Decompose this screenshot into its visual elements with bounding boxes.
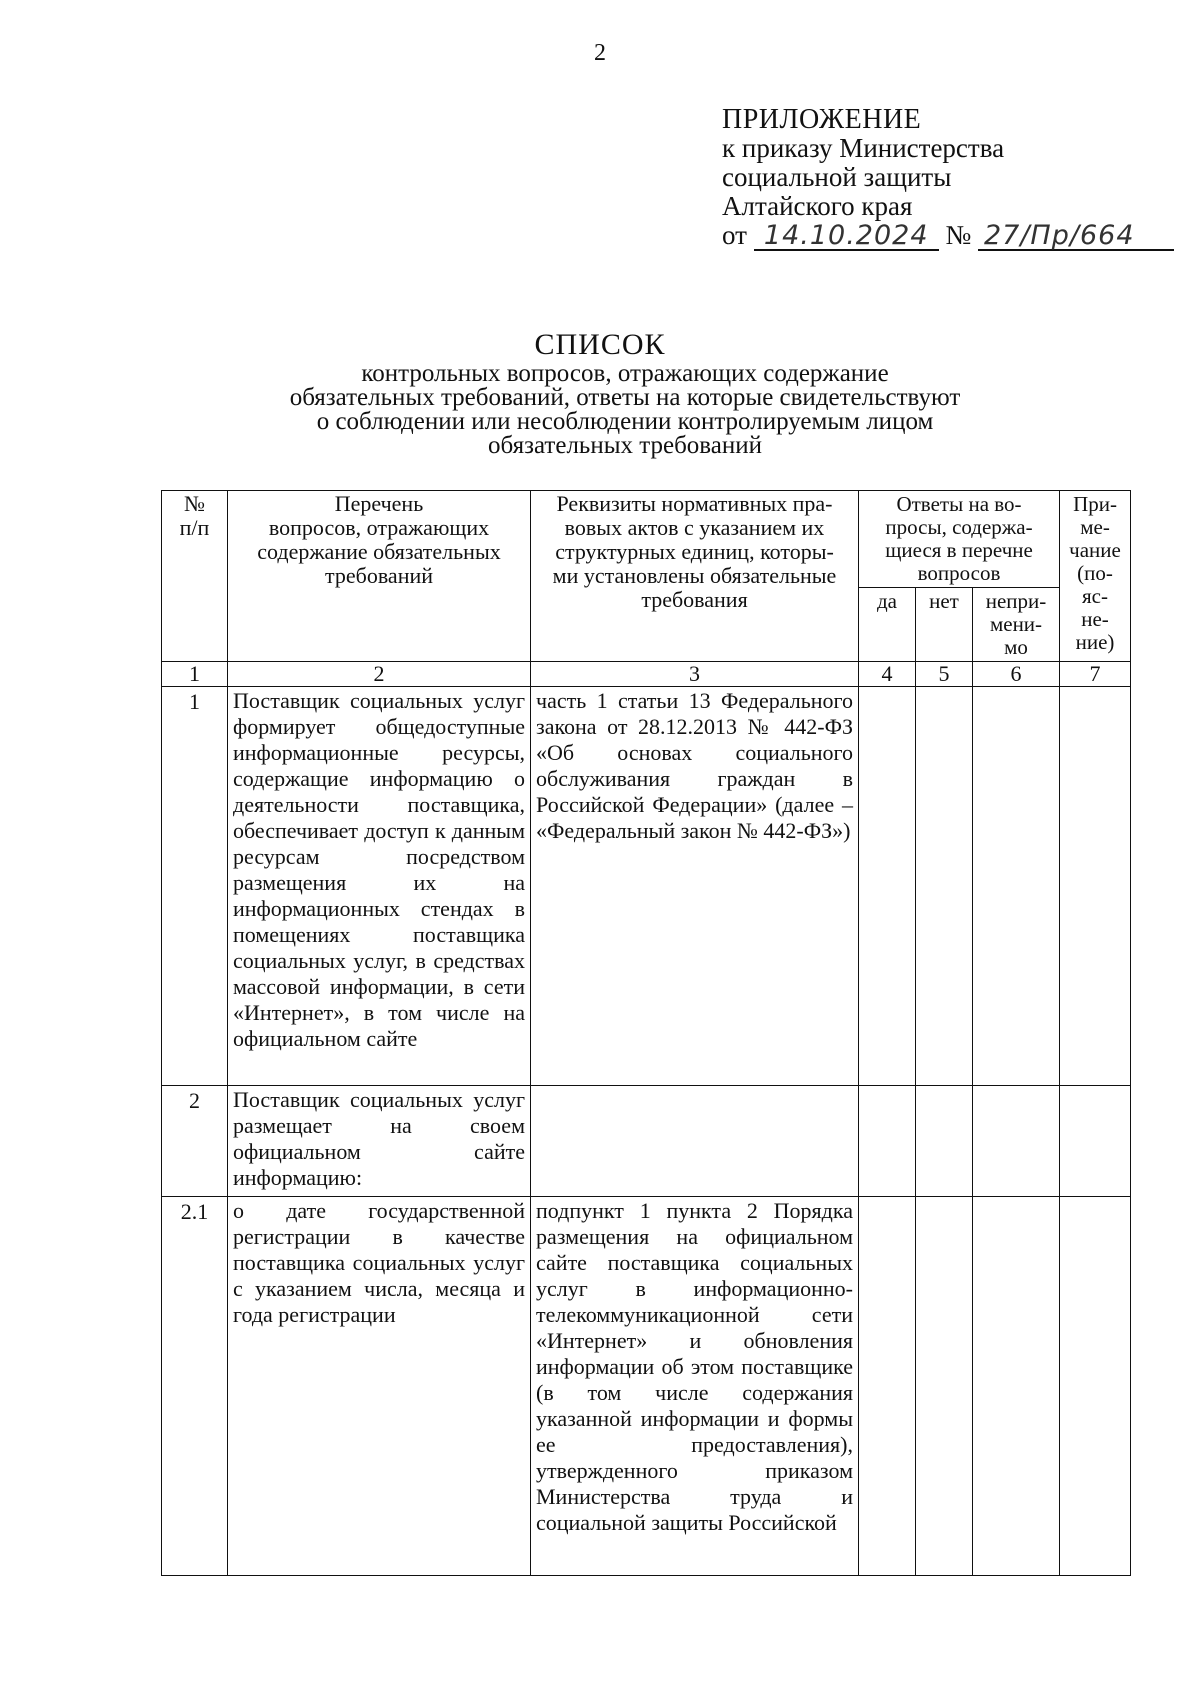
row-requisites (531, 1086, 859, 1197)
document-heading (0, 328, 1200, 458)
page-number: 2 (594, 40, 606, 66)
column-number-7: 7 (1060, 662, 1131, 687)
heading-line-3: о соблюдении или несоблюдении контролируемым лицом (316, 408, 934, 435)
header-answer-not-applicable: непри- мени- мо (973, 588, 1060, 662)
heading-line-2: обязательных требований, ответы на которые свидетельствуют (289, 384, 961, 411)
appendix-title: ПРИЛОЖЕНИЕ (722, 104, 922, 135)
column-number-1: 1 (162, 662, 228, 687)
row-number: 1 (162, 687, 228, 1086)
table-row (162, 1086, 1131, 1197)
answer-not-applicable-cell (973, 1086, 1060, 1197)
answer-not-applicable-cell (973, 687, 1060, 1086)
header-answer-yes: да (859, 588, 916, 662)
header-number: № п/п (162, 491, 228, 662)
column-number-2: 2 (228, 662, 531, 687)
order-number: 27/Пр/664 (978, 223, 1174, 251)
column-number-3: 3 (531, 662, 859, 687)
row-question: Поставщик социальных услуг размещает на своем официальном сайте информацию: (228, 1086, 531, 1197)
row-question: о дате государственной регистрации в качестве поставщика социальных услуг с указанием числа, месяца и года регистрации (228, 1197, 531, 1576)
column-number-6: 6 (973, 662, 1060, 687)
notes-cell (1060, 687, 1131, 1086)
date-prefix: от (722, 220, 747, 250)
row-number: 2.1 (162, 1197, 228, 1576)
column-number-4: 4 (859, 662, 916, 687)
answer-not-applicable-cell (973, 1197, 1060, 1576)
appendix-line-1: к приказу Министерства (722, 133, 1005, 163)
answer-yes-cell (859, 1086, 916, 1197)
row-number: 2 (162, 1086, 228, 1197)
answer-no-cell (916, 687, 973, 1086)
answer-no-cell (916, 1197, 973, 1576)
requirements-table (161, 490, 1131, 1576)
row-requisites: часть 1 статьи 13 Федерального закона от 28.12.2013 № 442-ФЗ «Об основах социального обслуживания граждан в Российской Федерации» (далее – «Федеральный закон № 442-ФЗ») (531, 687, 859, 1086)
header-answer-no: нет (916, 588, 973, 662)
document-title: СПИСОК (534, 328, 666, 361)
table-header-row (162, 491, 1131, 588)
row-question: Поставщик социальных услуг формирует общедоступные информационные ресурсы, содержащие информацию о деятельности поставщика, обеспечивает доступ к данным ресурсам посредством размещения их на информационных стендах в помещениях поставщика социальных услуг, в средствах массовой информации, в сети «Интернет», в том числе на официальном сайте (228, 687, 531, 1086)
answer-no-cell (916, 1086, 973, 1197)
header-notes: При- ме- чание (по- яс- не- ние) (1060, 491, 1131, 662)
header-requisites: Реквизиты нормативных пра- вовых актов с указанием их структурных единиц, которы- ми установлены обязательные требования (531, 491, 859, 662)
answer-yes-cell (859, 687, 916, 1086)
notes-cell (1060, 1086, 1131, 1197)
appendix-line-3: Алтайского края (722, 191, 913, 221)
order-date: 14.10.2024 (754, 223, 939, 251)
heading-line-4: обязательных требований (488, 432, 762, 459)
number-prefix: № (945, 220, 972, 250)
notes-cell (1060, 1197, 1131, 1576)
heading-line-1: контрольных вопросов, отражающих содержание (361, 360, 889, 387)
column-numbers-row (162, 662, 1131, 687)
row-requisites: подпункт 1 пункта 2 Порядка размещения на официальном сайте поставщика социальных услуг в информационно-телекоммуникационной сети «Интернет» и обновления информации об этом поставщике (в том числе содержания указанной информации и формы ее предоставления), утвержденного приказом Министерства труда и социальной защиты Российской (531, 1197, 859, 1576)
appendix-block (722, 105, 1174, 251)
appendix-line-2: социальной защиты (722, 162, 952, 192)
appendix-date-number-line (722, 221, 1174, 251)
answer-yes-cell (859, 1197, 916, 1576)
table-row (162, 687, 1131, 1086)
header-answers: Ответы на во- просы, содержа- щиеся в перечне вопросов (859, 491, 1060, 588)
header-questions: Перечень вопросов, отражающих содержание обязательных требований (228, 491, 531, 662)
table-row (162, 1197, 1131, 1576)
column-number-5: 5 (916, 662, 973, 687)
